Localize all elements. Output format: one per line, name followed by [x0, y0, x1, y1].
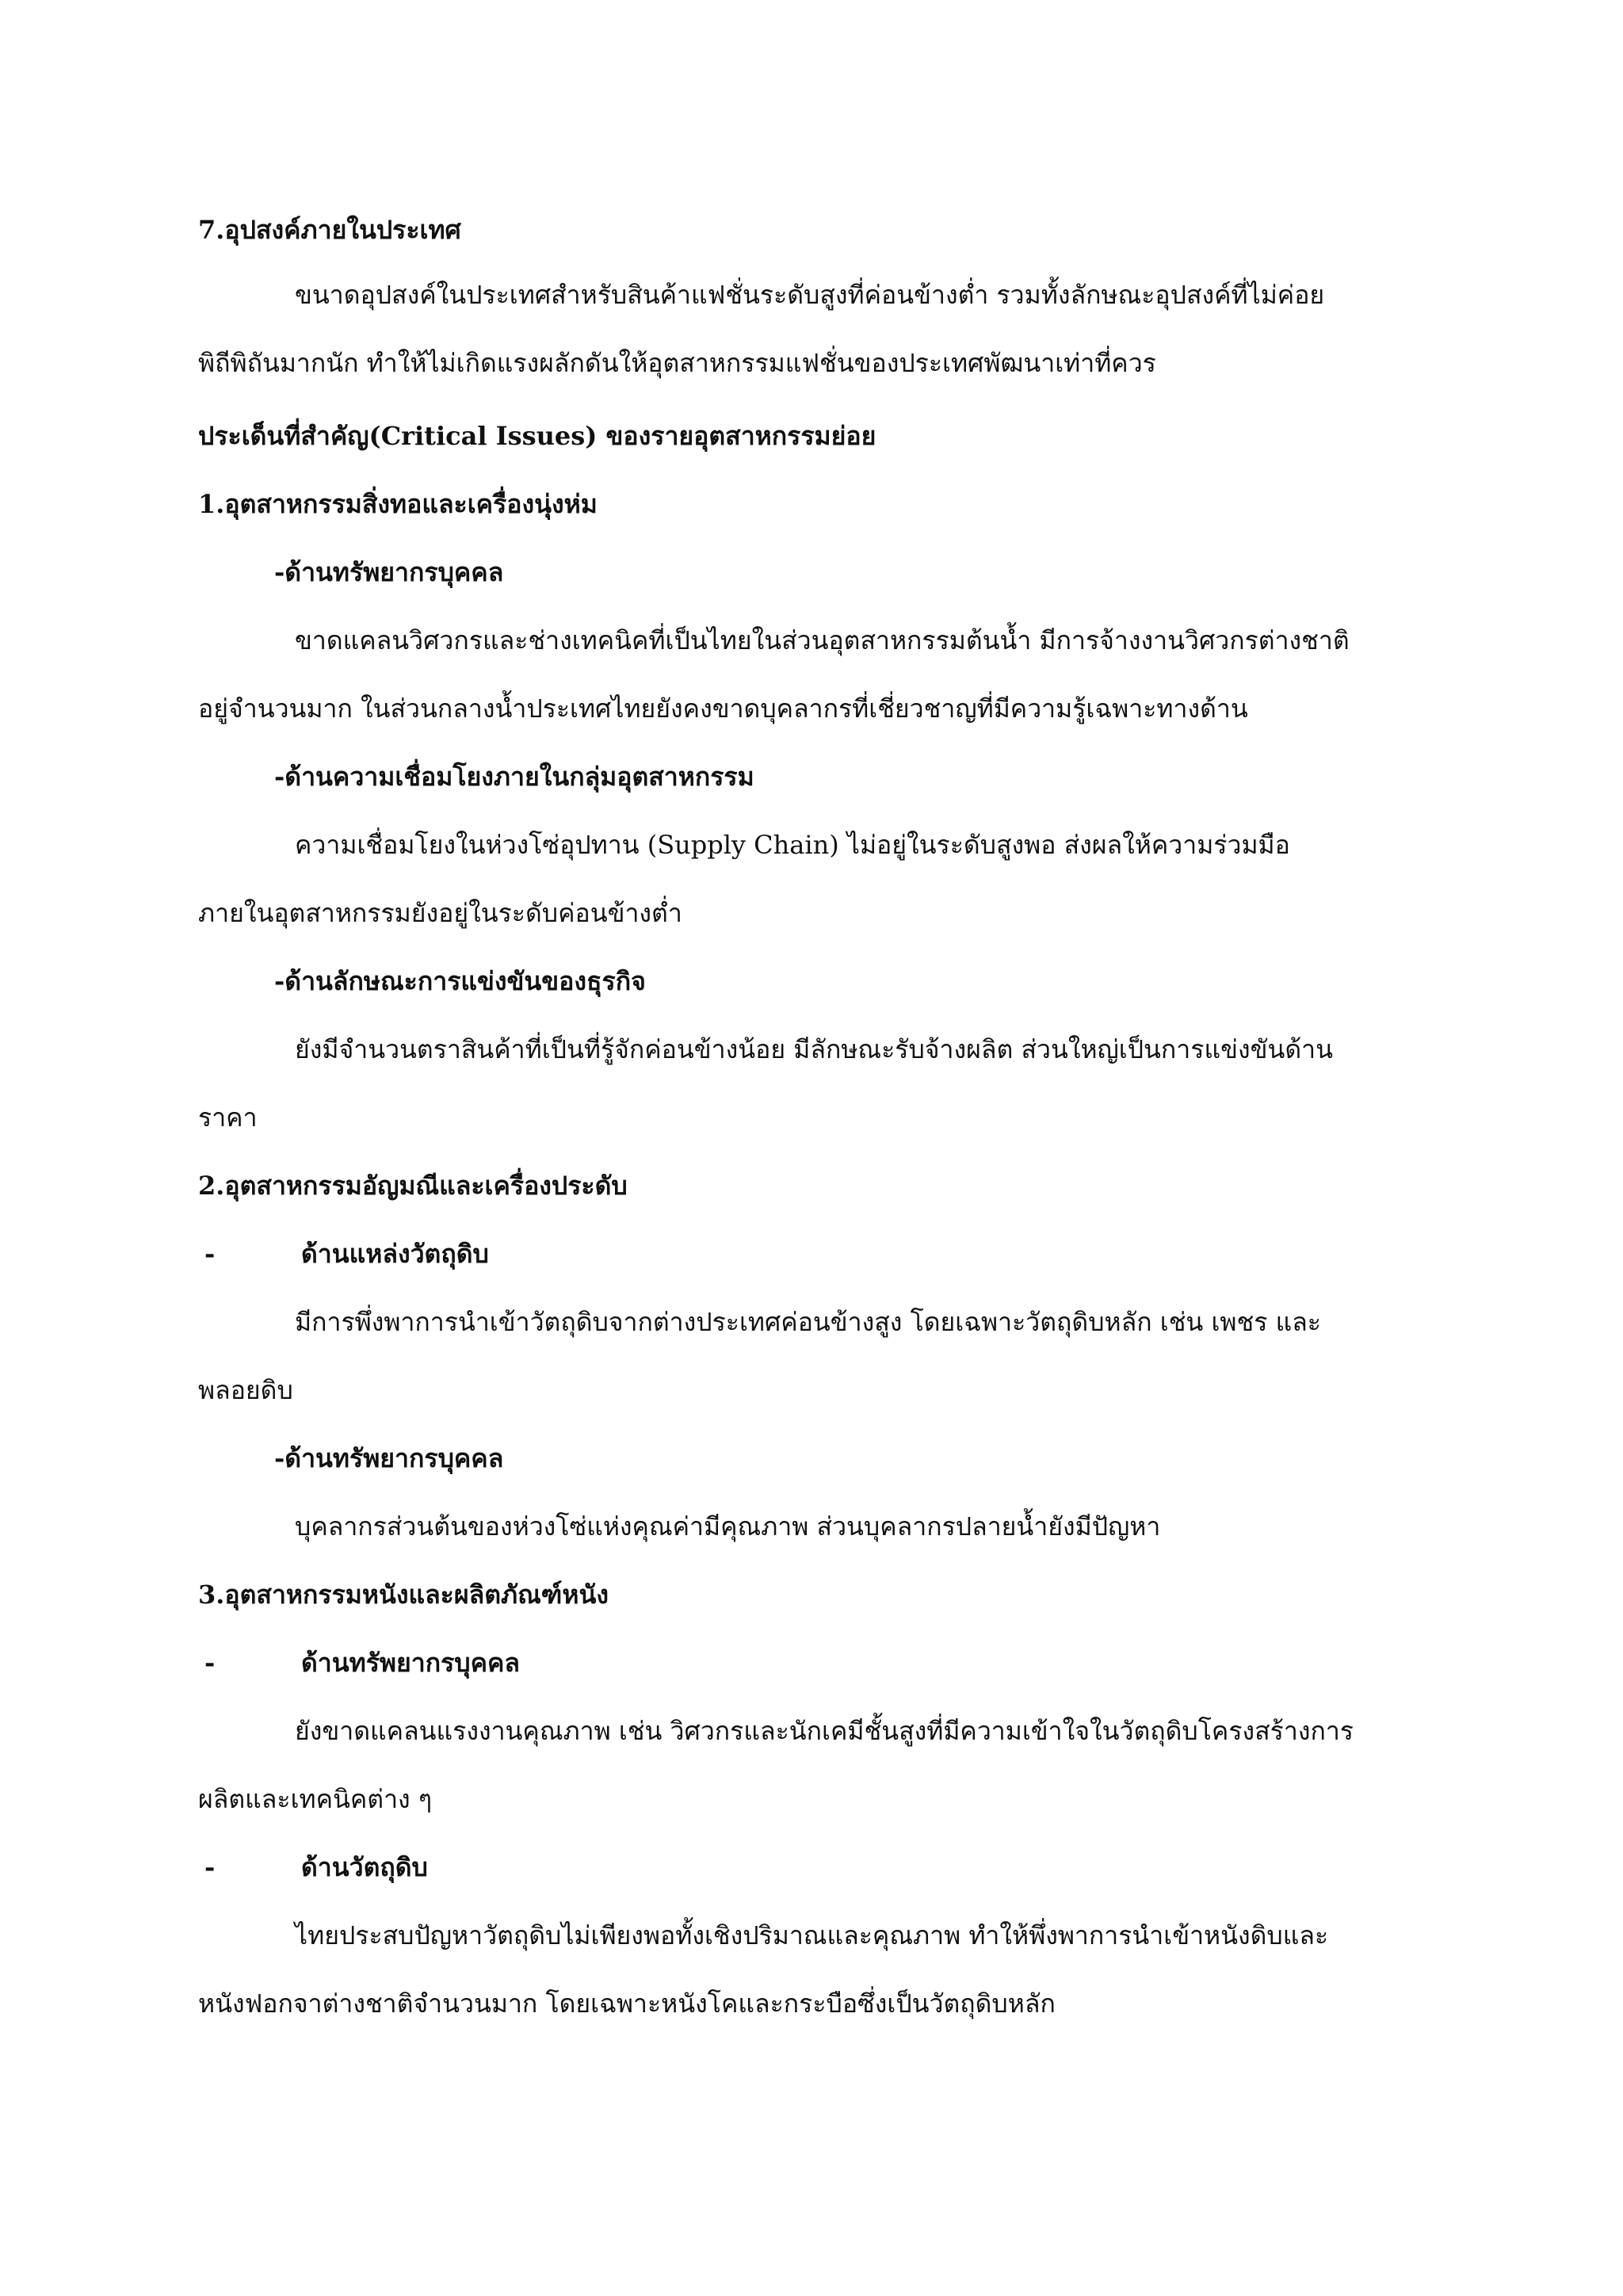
paragraph-line: ขาดแคลนวิศวกรและช่างเทคนิคที่เป็นไทยในส่วนอุตสาหกรรมต้นน้ำ มีการจ้างงานวิศวกรต่างชาติ	[295, 625, 1350, 655]
subheading-human-resources: ด้านทรัพยากรบุคคล	[301, 1648, 521, 1678]
subheading-human-resources: -ด้านทรัพยากรบุคคล	[274, 557, 504, 587]
paragraph-line: ความเชื่อมโยงในห่วงโซ่อุปทาน (Supply Chain) ไม่อยู่ในระดับสูงพอ ส่งผลให้ความร่วมมือ	[295, 830, 1290, 860]
paragraph-line: พลอยดิบ	[198, 1375, 293, 1405]
critical-issues-heading: ประเด็นที่สำคัญ(Critical Issues) ของรายอุตสาหกรรมย่อย	[198, 421, 876, 451]
subheading-competition: -ด้านลักษณะการแข่งขันของธุรกิจ	[274, 966, 646, 996]
paragraph-line: ยังมีจำนวนตราสินค้าที่เป็นที่รู้จักค่อนข้างน้อย มีลักษณะรับจ้างผลิต ส่วนใหญ่เป็นการแข่งขันด้าน	[295, 1034, 1333, 1064]
bullet-dash: -	[204, 1239, 216, 1269]
industry-heading-textile: 1.อุตสาหกรรมสิ่งทอและเครื่องนุ่งห่ม	[198, 489, 598, 519]
industry-heading-jewelry: 2.อุตสาหกรรมอัญมณีและเครื่องประดับ	[198, 1171, 628, 1201]
subheading-raw-material-source: ด้านแหล่งวัตถุดิบ	[301, 1239, 489, 1269]
paragraph-line: หนังฟอกจาต่างชาติจำนวนมาก โดยเฉพาะหนังโคและกระบือซึ่งเป็นวัตถุดิบหลัก	[198, 1988, 1056, 2019]
subheading-raw-materials: ด้านวัตถุดิบ	[301, 1852, 428, 1882]
bullet-dash: -	[204, 1852, 216, 1882]
paragraph-line: ยังขาดแคลนแรงงานคุณภาพ เช่น วิศวกรและนักเคมีชั้นสูงที่มีความเข้าใจในวัตถุดิบโครงสร้างการ	[295, 1716, 1354, 1746]
paragraph-line: ภายในอุตสาหกรรมยังอยู่ในระดับค่อนข้างต่ำ	[198, 898, 682, 928]
industry-heading-leather: 3.อุตสาหกรรมหนังและผลิตภัณฑ์หนัง	[198, 1580, 609, 1610]
paragraph-line: ราคา	[198, 1102, 258, 1133]
bullet-dash: -	[204, 1648, 216, 1678]
subheading-human-resources: -ด้านทรัพยากรบุคคล	[274, 1443, 504, 1473]
paragraph-line: บุคลากรส่วนต้นของห่วงโซ่แห่งคุณค่ามีคุณภาพ ส่วนบุคลากรปลายน้ำยังมีปัญหา	[295, 1511, 1161, 1541]
paragraph-line: ขนาดอุปสงค์ในประเทศสำหรับสินค้าแฟชั่นระดับสูงที่ค่อนข้างต่ำ รวมทั้งลักษณะอุปสงค์ที่ไม่ค่อย	[295, 280, 1325, 310]
paragraph-line: อยู่จำนวนมาก ในส่วนกลางน้ำประเทศไทยยังคงขาดบุคลากรที่เชี่ยวชาญที่มีความรู้เฉพาะทางด้าน	[198, 693, 1248, 724]
paragraph-line: มีการพึ่งพาการนำเข้าวัตถุดิบจากต่างประเทศค่อนข้างสูง โดยเฉพาะวัตถุดิบหลัก เช่น เพชร และ	[295, 1307, 1321, 1337]
paragraph-line: ไทยประสบปัญหาวัตถุดิบไม่เพียงพอทั้งเชิงปริมาณและคุณภาพ ทำให้พึ่งพาการนำเข้าหนังดิบและ	[295, 1920, 1329, 1950]
subheading-linkage: -ด้านความเชื่อมโยงภายในกลุ่มอุตสาหกรรม	[274, 762, 754, 792]
paragraph-line: พิถีพิถันมากนัก ทำให้ไม่เกิดแรงผลักดันให้อุตสาหกรรมแฟชั่นของประเทศพัฒนาเท่าที่ควร	[198, 348, 1156, 378]
paragraph-line: ผลิตและเทคนิคต่าง ๆ	[198, 1784, 433, 1814]
section-heading-demand: 7.อุปสงค์ภายในประเทศ	[198, 215, 461, 245]
